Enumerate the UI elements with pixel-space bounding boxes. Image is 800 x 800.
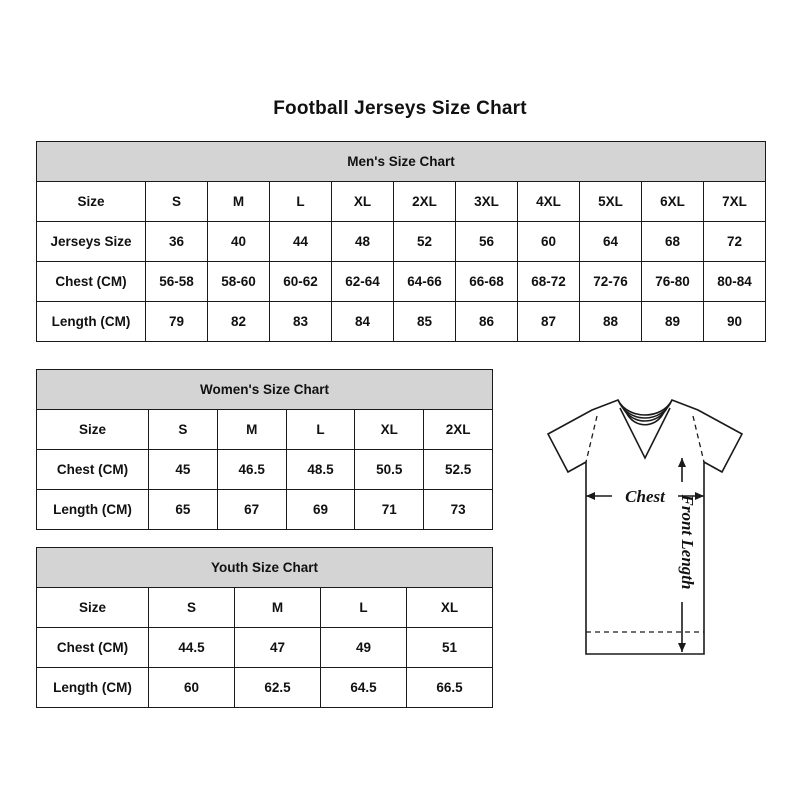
table-cell: 88 xyxy=(580,302,642,342)
table-cell: 50.5 xyxy=(355,450,424,490)
table-row xyxy=(37,182,766,222)
table-cell: 67 xyxy=(217,490,286,530)
table-cell: 51 xyxy=(407,628,493,668)
table-cell: 68-72 xyxy=(518,262,580,302)
table-cell: 76-80 xyxy=(642,262,704,302)
table-cell: 36 xyxy=(146,222,208,262)
table-cell: 56 xyxy=(456,222,518,262)
table-cell: 49 xyxy=(321,628,407,668)
table-row xyxy=(37,222,766,262)
table-header-row xyxy=(37,370,493,410)
table-cell: 66.5 xyxy=(407,668,493,708)
table-cell: 89 xyxy=(642,302,704,342)
table-cell: 45 xyxy=(149,450,218,490)
table-cell: XL xyxy=(332,182,394,222)
table-cell: 90 xyxy=(704,302,766,342)
table-cell: 60 xyxy=(149,668,235,708)
table-cell: S xyxy=(146,182,208,222)
row-label: Length (CM) xyxy=(37,490,149,530)
table-cell: 65 xyxy=(149,490,218,530)
table-cell: 60-62 xyxy=(270,262,332,302)
table-cell: 46.5 xyxy=(217,450,286,490)
table-cell: 2XL xyxy=(394,182,456,222)
table-cell: 40 xyxy=(208,222,270,262)
womens-size-chart xyxy=(36,369,492,530)
page-title: Football Jerseys Size Chart xyxy=(273,98,527,119)
table-cell: XL xyxy=(355,410,424,450)
table-cell: L xyxy=(270,182,332,222)
table-cell: S xyxy=(149,588,235,628)
table-cell: 64 xyxy=(580,222,642,262)
row-label: Length (CM) xyxy=(37,668,149,708)
chest-label: Chest xyxy=(625,487,665,506)
table-cell: L xyxy=(286,410,355,450)
table-row xyxy=(37,588,493,628)
table-cell: 66-68 xyxy=(456,262,518,302)
table-cell: 71 xyxy=(355,490,424,530)
table-cell: 72-76 xyxy=(580,262,642,302)
table-row xyxy=(37,410,493,450)
table-cell: 6XL xyxy=(642,182,704,222)
youth-size-chart xyxy=(36,547,492,708)
table-row xyxy=(37,450,493,490)
womens-size-table xyxy=(36,369,493,530)
row-label: Size xyxy=(37,588,149,628)
table-cell: L xyxy=(321,588,407,628)
jersey-outline-icon xyxy=(548,400,742,654)
table-cell: 62.5 xyxy=(235,668,321,708)
table-cell: 52.5 xyxy=(424,450,493,490)
youth-table-title: Youth Size Chart xyxy=(37,548,493,588)
table-cell: 64.5 xyxy=(321,668,407,708)
youth-size-table xyxy=(36,547,493,708)
table-row xyxy=(37,668,493,708)
table-row xyxy=(37,302,766,342)
womens-table-title: Women's Size Chart xyxy=(37,370,493,410)
table-cell: XL xyxy=(407,588,493,628)
table-cell: 84 xyxy=(332,302,394,342)
table-cell: 87 xyxy=(518,302,580,342)
table-cell: 48.5 xyxy=(286,450,355,490)
table-cell: 82 xyxy=(208,302,270,342)
mens-size-table xyxy=(36,141,766,342)
table-cell: M xyxy=(208,182,270,222)
table-cell: M xyxy=(217,410,286,450)
jersey-measurement-diagram xyxy=(500,396,790,686)
table-cell: 73 xyxy=(424,490,493,530)
mens-table-title: Men's Size Chart xyxy=(37,142,766,182)
row-label: Chest (CM) xyxy=(37,628,149,668)
table-cell: 85 xyxy=(394,302,456,342)
table-cell: 83 xyxy=(270,302,332,342)
row-label: Chest (CM) xyxy=(37,262,146,302)
mens-size-chart xyxy=(36,141,765,342)
table-cell: 44 xyxy=(270,222,332,262)
table-cell: 5XL xyxy=(580,182,642,222)
table-cell: 86 xyxy=(456,302,518,342)
table-cell: 58-60 xyxy=(208,262,270,302)
table-cell: S xyxy=(149,410,218,450)
front-length-label: Front Length xyxy=(678,494,697,590)
table-cell: 56-58 xyxy=(146,262,208,302)
table-cell: 47 xyxy=(235,628,321,668)
table-cell: 80-84 xyxy=(704,262,766,302)
table-header-row xyxy=(37,548,493,588)
table-cell: 60 xyxy=(518,222,580,262)
table-cell: 2XL xyxy=(424,410,493,450)
table-cell: 72 xyxy=(704,222,766,262)
row-label: Chest (CM) xyxy=(37,450,149,490)
row-label: Size xyxy=(37,182,146,222)
table-cell: 4XL xyxy=(518,182,580,222)
table-cell: 44.5 xyxy=(149,628,235,668)
table-cell: 52 xyxy=(394,222,456,262)
table-cell: 48 xyxy=(332,222,394,262)
table-cell: M xyxy=(235,588,321,628)
table-cell: 64-66 xyxy=(394,262,456,302)
row-label: Length (CM) xyxy=(37,302,146,342)
table-cell: 79 xyxy=(146,302,208,342)
row-label: Size xyxy=(37,410,149,450)
table-cell: 68 xyxy=(642,222,704,262)
table-cell: 3XL xyxy=(456,182,518,222)
table-cell: 69 xyxy=(286,490,355,530)
table-cell: 7XL xyxy=(704,182,766,222)
table-row xyxy=(37,262,766,302)
table-row xyxy=(37,628,493,668)
row-label: Jerseys Size xyxy=(37,222,146,262)
table-row xyxy=(37,490,493,530)
table-header-row xyxy=(37,142,766,182)
table-cell: 62-64 xyxy=(332,262,394,302)
